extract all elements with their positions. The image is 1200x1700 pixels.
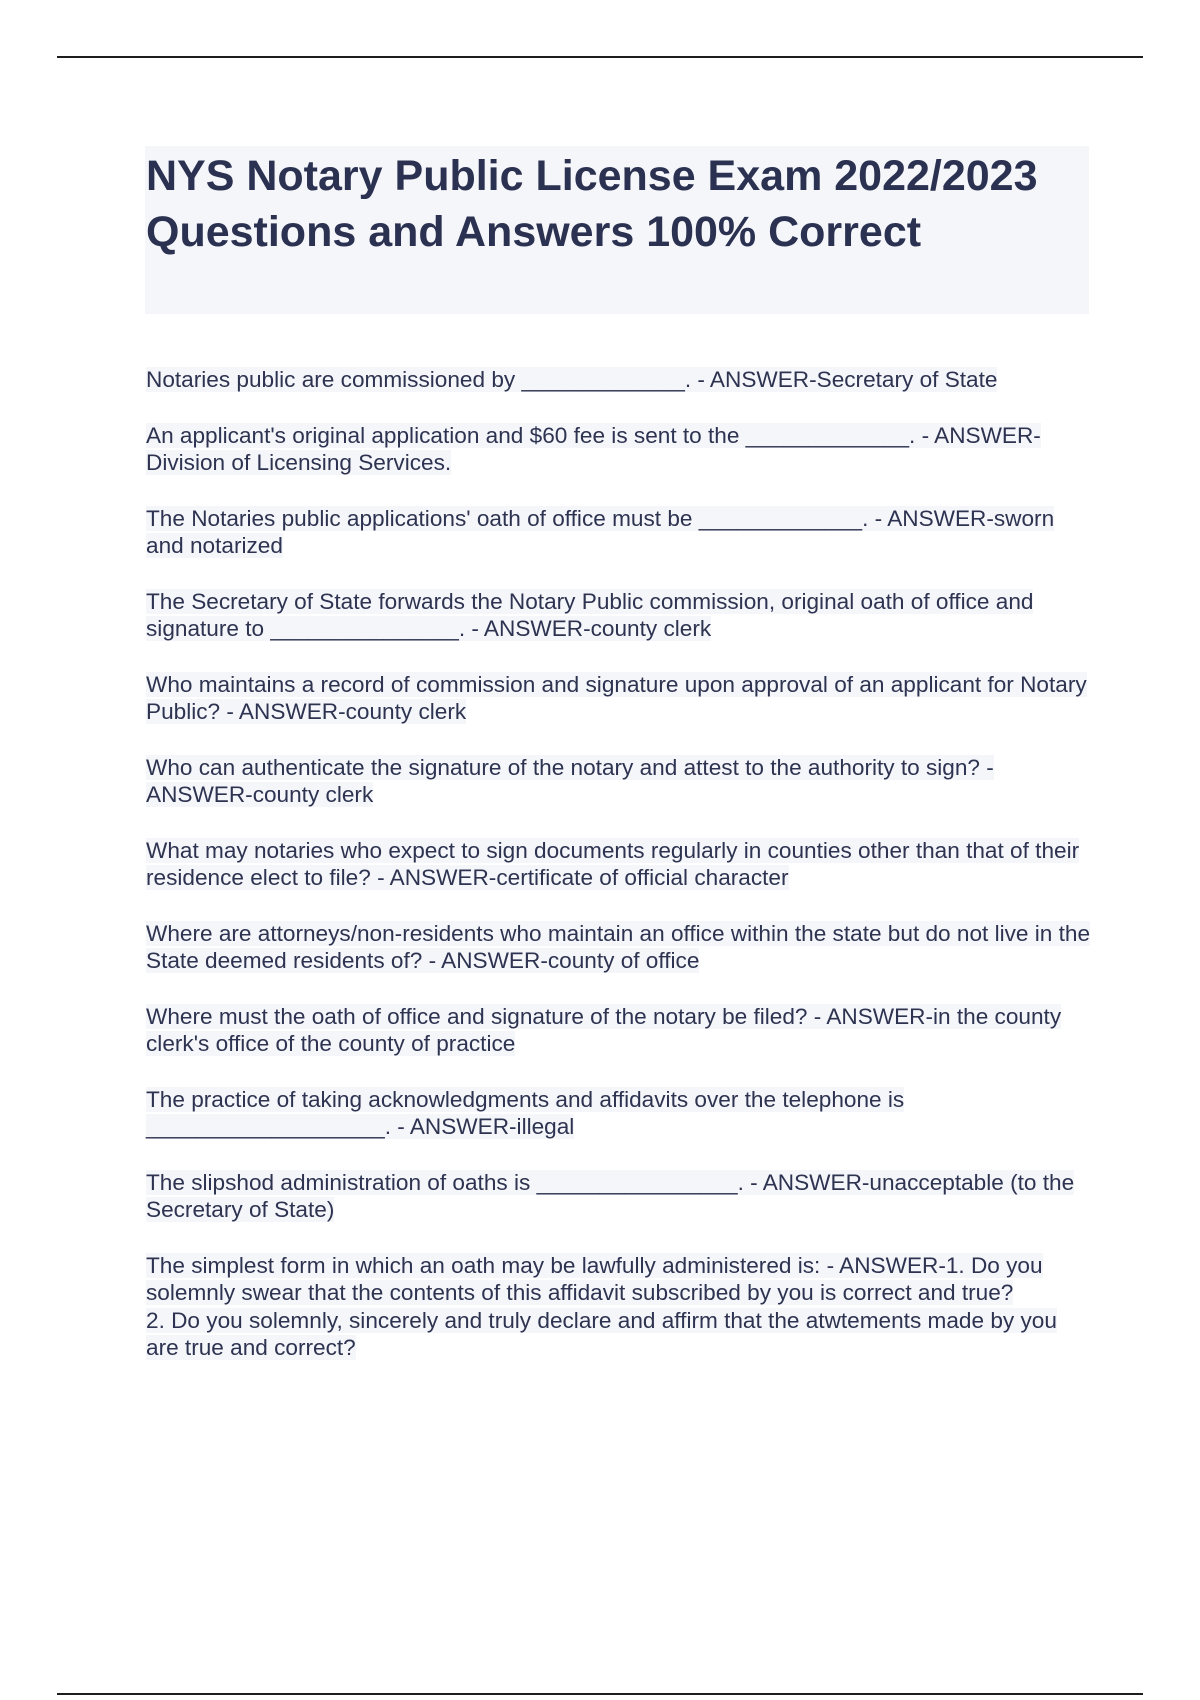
bottom-rule [57,1693,1143,1695]
qa-item [146,920,1091,975]
qa-text: Who can authenticate the signature of the notary and attest to the authority to sign? - ANSWER-county clerk [146,754,994,807]
qa-list [146,366,1091,1390]
qa-item [146,366,1091,394]
qa-text: The simplest form in which an oath may be lawfully administered is: - ANSWER-1. Do you solemnly swear that the contents of this affidavit subscribed by you is correct and true? 2. Do you solemnly, sincerely and truly declare and affirm that the atwtements made by you are true and correct? [146,1252,1057,1360]
top-rule [57,56,1143,58]
qa-item [146,1086,1091,1141]
qa-item [146,837,1091,892]
qa-item [146,1252,1091,1362]
qa-item [146,1003,1091,1058]
qa-item [146,754,1091,809]
qa-item [146,671,1091,726]
qa-text: The practice of taking acknowledgments and affidavits over the telephone is ___________________. - ANSWER-illegal [146,1086,905,1139]
qa-text: Notaries public are commissioned by _____________. - ANSWER-Secretary of State [146,367,998,392]
qa-text: Where must the oath of office and signature of the notary be filed? - ANSWER-in the county clerk's office of the county of practice [146,1003,1062,1056]
qa-item [146,588,1091,643]
qa-text: Who maintains a record of commission and signature upon approval of an applicant for Notary Public? - ANSWER-county clerk [146,671,1087,724]
qa-item [146,505,1091,560]
qa-text: Where are attorneys/non-residents who maintain an office within the state but do not live in the State deemed residents of? - ANSWER-county of office [146,920,1091,973]
qa-item [146,422,1091,477]
qa-text: The slipshod administration of oaths is ________________. - ANSWER-unacceptable (to the Secretary of State) [146,1169,1075,1222]
title-block [145,146,1089,314]
qa-item [146,1169,1091,1224]
qa-text: What may notaries who expect to sign documents regularly in counties other than that of their residence elect to file? - ANSWER-certificate of official character [146,837,1080,890]
document-title: NYS Notary Public License Exam 2022/2023 Questions and Answers 100% Correct [146,152,1038,256]
qa-text: An applicant's original application and $60 fee is sent to the _____________. - ANSWER-Division of Licensing Services. [146,422,1041,475]
qa-text: The Notaries public applications' oath of office must be _____________. - ANSWER-sworn and notarized [146,505,1055,558]
qa-text: The Secretary of State forwards the Notary Public commission, original oath of office and signature to _______________. - ANSWER-county clerk [146,588,1034,641]
